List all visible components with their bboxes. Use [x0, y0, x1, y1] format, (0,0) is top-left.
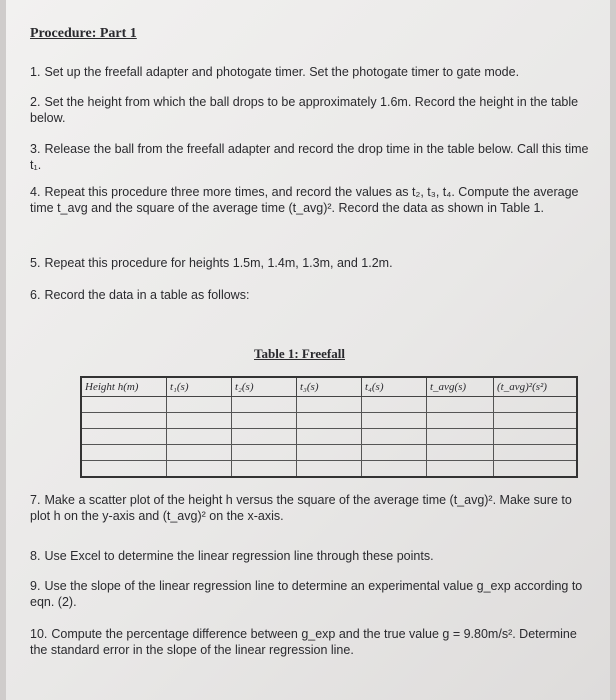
table-cell [362, 397, 427, 413]
header-height: Height h(m) [81, 377, 167, 397]
header-t4: t₄(s) [362, 377, 427, 397]
table-header-row [81, 377, 577, 397]
step-text: Set up the freefall adapter and photogate timer. Set the photogate timer to gate mode. [44, 65, 520, 79]
header-tavg-squared: (t_avg)²(s²) [494, 377, 578, 397]
table-cell [232, 461, 297, 478]
table-cell [362, 445, 427, 461]
table-body [81, 397, 577, 478]
step-text: Repeat this procedure three more times, and record the values as t₂, t₃, t₄. Compute the average time t_avg and the square of the average time (t_avg)². Record the data as shown in Table 1. [30, 185, 579, 215]
step-number: 5. [30, 256, 41, 270]
table-cell [81, 429, 167, 445]
table-cell [494, 397, 578, 413]
step-9 [30, 578, 590, 610]
step-number: 8. [30, 549, 41, 563]
table-cell [494, 445, 578, 461]
step-text: Set the height from which the ball drops to be approximately 1.6m. Record the height in the table below. [30, 95, 579, 125]
step-number: 10. [30, 627, 48, 641]
freefall-table [80, 376, 578, 478]
step-6 [30, 287, 590, 303]
table-cell [81, 413, 167, 429]
step-4 [30, 184, 590, 216]
table-cell [297, 429, 362, 445]
step-text: Make a scatter plot of the height h versus the square of the average time (t_avg)². Make sure to plot h on the y-axis and (t_avg)² on the x-axis. [30, 493, 572, 523]
table-row [81, 429, 577, 445]
header-tavg: t_avg(s) [427, 377, 494, 397]
table-cell [494, 413, 578, 429]
table-cell [81, 445, 167, 461]
table-cell [167, 445, 232, 461]
table-cell [427, 461, 494, 478]
table-cell [167, 413, 232, 429]
step-number: 4. [30, 185, 41, 199]
step-5 [30, 255, 590, 271]
header-t1: t₁(s) [167, 377, 232, 397]
table-cell [362, 461, 427, 478]
step-number: 3. [30, 142, 41, 156]
table-cell [427, 397, 494, 413]
table-cell [297, 445, 362, 461]
step-text: Release the ball from the freefall adapter and record the drop time in the table below. Call this time t₁. [30, 142, 589, 172]
table-cell [362, 429, 427, 445]
step-8 [30, 548, 590, 564]
step-text: Use Excel to determine the linear regression line through these points. [44, 549, 434, 563]
step-number: 1. [30, 65, 41, 79]
table-row [81, 445, 577, 461]
table-cell [81, 397, 167, 413]
table-row [81, 461, 577, 478]
step-text: Use the slope of the linear regression line to determine an experimental value g_exp according to eqn. (2). [30, 579, 583, 609]
worksheet-page [6, 0, 610, 700]
step-2 [30, 94, 590, 126]
table-cell [297, 413, 362, 429]
table-cell [167, 429, 232, 445]
table-cell [494, 429, 578, 445]
table-cell [232, 413, 297, 429]
step-text: Compute the percentage difference between g_exp and the true value g = 9.80m/s². Determine the standard error in the slope of the linear regression line. [30, 627, 577, 657]
table-cell [494, 461, 578, 478]
step-10 [30, 626, 590, 658]
table-cell [362, 413, 427, 429]
table-cell [232, 429, 297, 445]
table-row [81, 413, 577, 429]
step-1 [30, 64, 590, 80]
table-row [81, 397, 577, 413]
header-t3: t₃(s) [297, 377, 362, 397]
table-cell [297, 461, 362, 478]
table-cell [232, 397, 297, 413]
table-cell [427, 445, 494, 461]
table-cell [167, 397, 232, 413]
step-number: 7. [30, 493, 41, 507]
table-cell [232, 445, 297, 461]
step-3 [30, 141, 590, 173]
step-number: 9. [30, 579, 41, 593]
table-cell [427, 413, 494, 429]
step-number: 6. [30, 288, 41, 302]
table-cell [297, 397, 362, 413]
table-cell [167, 461, 232, 478]
step-text: Repeat this procedure for heights 1.5m, 1.4m, 1.3m, and 1.2m. [44, 256, 393, 270]
procedure-heading: Procedure: Part 1 [30, 26, 137, 41]
step-number: 2. [30, 95, 41, 109]
step-7 [30, 492, 590, 524]
table-cell [81, 461, 167, 478]
table-cell [427, 429, 494, 445]
header-t2: t₂(s) [232, 377, 297, 397]
table-caption: Table 1: Freefall [254, 346, 345, 361]
step-text: Record the data in a table as follows: [44, 288, 250, 302]
